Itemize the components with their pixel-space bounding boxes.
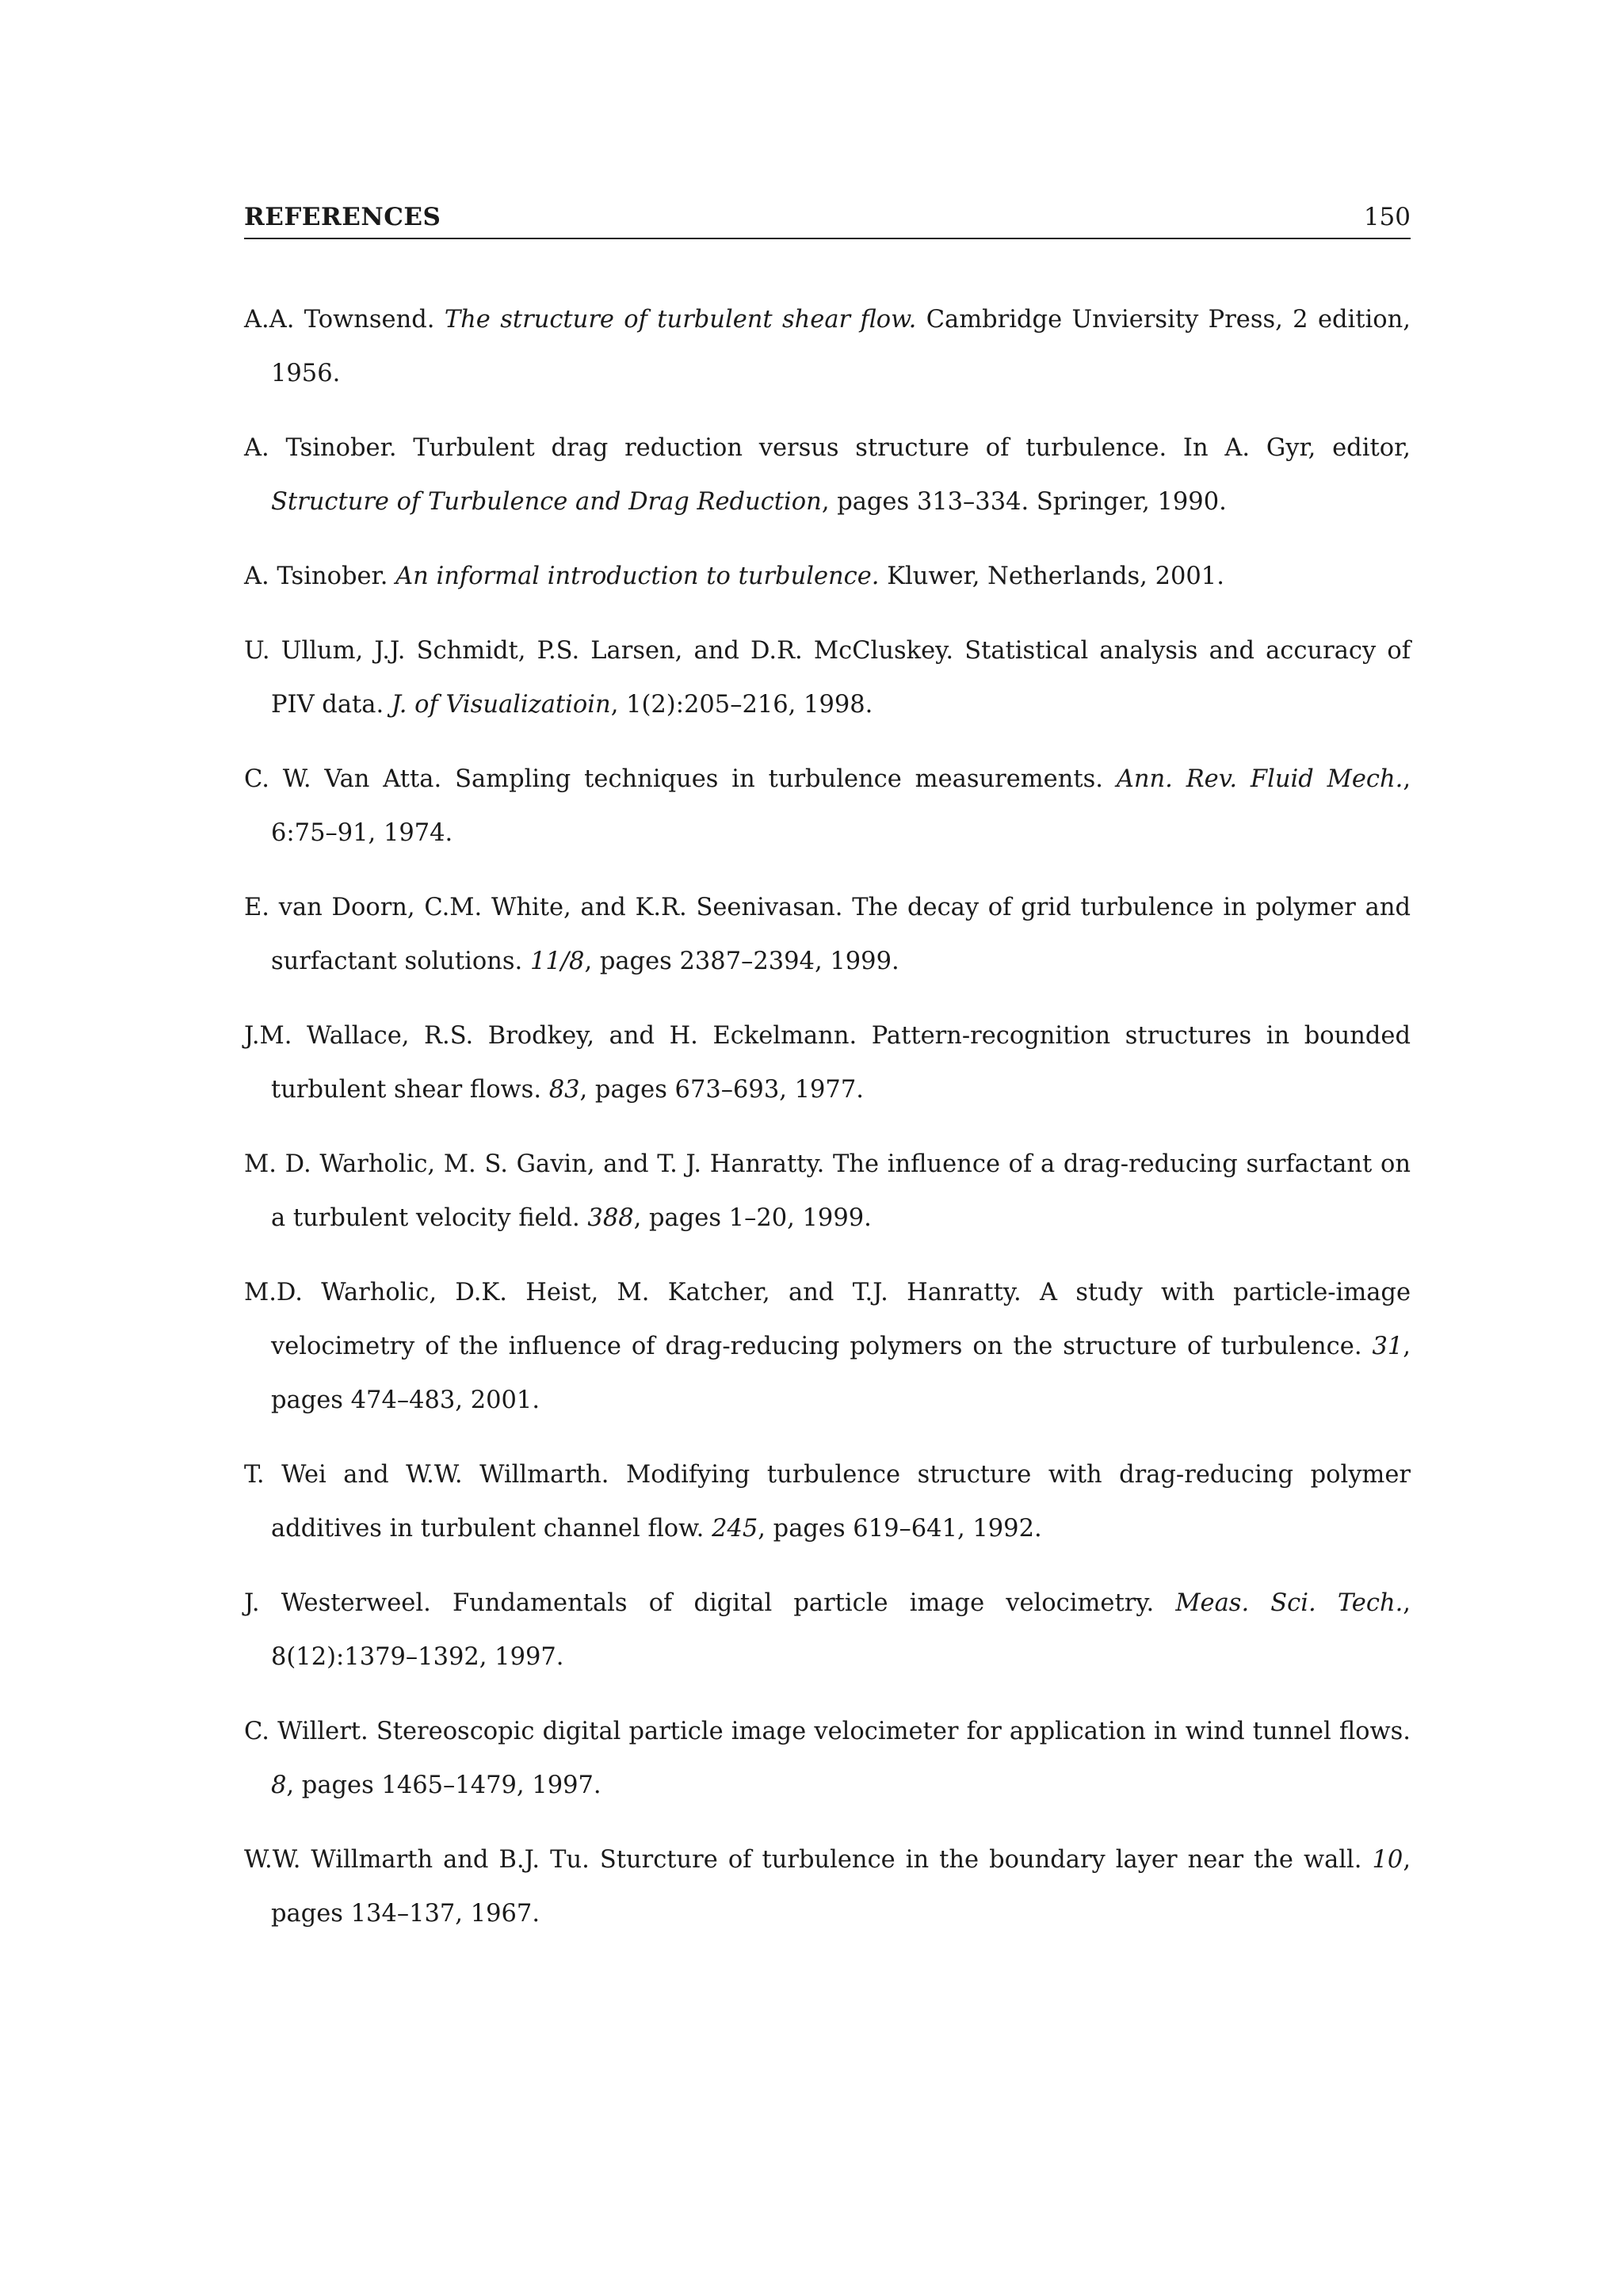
ref-rest: , pages 619–641, 1992. xyxy=(758,1515,1042,1543)
ref-venue: Structure of Turbulence and Drag Reduction xyxy=(271,488,822,516)
ref-venue: 8 xyxy=(271,1772,287,1799)
ref-title: Modifying turbulence structure with drag-reducing polymer additives in turbulent channel flow. xyxy=(271,1461,1411,1543)
ref-title: The decay of grid turbulence in polymer and surfactant solutions. xyxy=(271,894,1411,975)
ref-venue: J. of Visualizatioin xyxy=(391,691,611,719)
ref-authors: J. Westerweel. xyxy=(244,1589,431,1617)
ref-rest: , pages 474–483, 2001. xyxy=(271,1333,1411,1414)
ref-venue: 11/8 xyxy=(529,948,585,975)
ref-rest: , pages 1–20, 1999. xyxy=(633,1204,872,1232)
ref-title: Sturcture of turbulence in the boundary layer near the wall. xyxy=(599,1846,1362,1874)
ref-authors: J.M. Wallace, R.S. Brodkey, and H. Eckelmann. xyxy=(244,1022,857,1050)
reference-item xyxy=(244,421,1411,529)
reference-item xyxy=(244,293,1411,401)
ref-rest: , 8(12):1379–1392, 1997. xyxy=(271,1589,1411,1671)
section-title: REFERENCES xyxy=(244,203,441,231)
ref-venue: 10 xyxy=(1372,1846,1403,1874)
ref-venue: 83 xyxy=(548,1076,580,1104)
ref-title: Statistical analysis and accuracy of PIV data. xyxy=(271,637,1411,719)
ref-title: Fundamentals of digital particle image velocimetry. xyxy=(452,1589,1155,1617)
reference-item xyxy=(244,1009,1411,1117)
ref-rest: , pages 313–334. Springer, 1990. xyxy=(821,488,1227,516)
reference-item xyxy=(244,1448,1411,1556)
reference-item xyxy=(244,1266,1411,1428)
ref-venue: Meas. Sci. Tech. xyxy=(1175,1589,1403,1617)
ref-rest: , 1(2):205–216, 1998. xyxy=(610,691,873,719)
ref-authors: M.D. Warholic, D.K. Heist, M. Katcher, and T.J. Hanratty. xyxy=(244,1279,1022,1306)
ref-rest: , 6:75–91, 1974. xyxy=(271,765,1411,847)
ref-authors: A. Tsinober. xyxy=(244,434,397,462)
reference-item xyxy=(244,624,1411,732)
ref-authors: E. van Doorn, C.M. White, and K.R. Seenivasan. xyxy=(244,894,843,921)
reference-item xyxy=(244,753,1411,860)
ref-authors: U. Ullum, J.J. Schmidt, P.S. Larsen, and D.R. McCluskey. xyxy=(244,637,954,665)
ref-rest: Cambridge Unviersity Press, 2 edition, 1956. xyxy=(271,306,1411,387)
ref-title: The influence of a drag-reducing surfactant on a turbulent velocity field. xyxy=(271,1150,1411,1232)
ref-rest: , pages 2387–2394, 1999. xyxy=(584,948,899,975)
ref-rest: , pages 134–137, 1967. xyxy=(271,1846,1411,1928)
ref-authors: A.A. Townsend. xyxy=(244,306,435,334)
reference-item xyxy=(244,550,1411,604)
ref-authors: C. Willert. xyxy=(244,1718,369,1745)
ref-rest: , pages 1465–1479, 1997. xyxy=(286,1772,601,1799)
ref-venue: Ann. Rev. Fluid Mech. xyxy=(1116,765,1403,793)
ref-title: Stereoscopic digital particle image velocimeter for application in wind tunnel flows. xyxy=(376,1718,1411,1745)
ref-title: An informal introduction to turbulence. xyxy=(395,563,880,590)
ref-title: Turbulent drag reduction versus structure of turbulence. In A. Gyr, editor, xyxy=(413,434,1411,462)
ref-title: A study with particle-image velocimetry of the influence of drag-reducing polymers on the structure of turbulence. xyxy=(271,1279,1411,1360)
ref-venue: 388 xyxy=(587,1204,634,1232)
ref-title: The structure of turbulent shear flow. xyxy=(444,306,917,334)
ref-rest: , pages 673–693, 1977. xyxy=(579,1076,864,1104)
ref-rest: Kluwer, Netherlands, 2001. xyxy=(887,563,1224,590)
reference-item xyxy=(244,1138,1411,1245)
page-number: 150 xyxy=(1363,203,1411,231)
ref-authors: A. Tsinober. xyxy=(244,563,388,590)
ref-authors: M. D. Warholic, M. S. Gavin, and T. J. Hanratty. xyxy=(244,1150,825,1178)
ref-venue: 245 xyxy=(712,1515,758,1543)
reference-item xyxy=(244,1833,1411,1941)
ref-authors: T. Wei and W.W. Willmarth. xyxy=(244,1461,609,1489)
ref-authors: W.W. Willmarth and B.J. Tu. xyxy=(244,1846,590,1874)
ref-title: Pattern-recognition structures in bounded turbulent shear flows. xyxy=(271,1022,1411,1104)
ref-title: Sampling techniques in turbulence measurements. xyxy=(455,765,1103,793)
ref-authors: C. W. Van Atta. xyxy=(244,765,442,793)
page-header xyxy=(244,203,1411,239)
reference-list xyxy=(244,293,1411,1962)
reference-item xyxy=(244,881,1411,989)
reference-item xyxy=(244,1705,1411,1813)
ref-venue: 31 xyxy=(1372,1333,1403,1360)
reference-item xyxy=(244,1577,1411,1684)
